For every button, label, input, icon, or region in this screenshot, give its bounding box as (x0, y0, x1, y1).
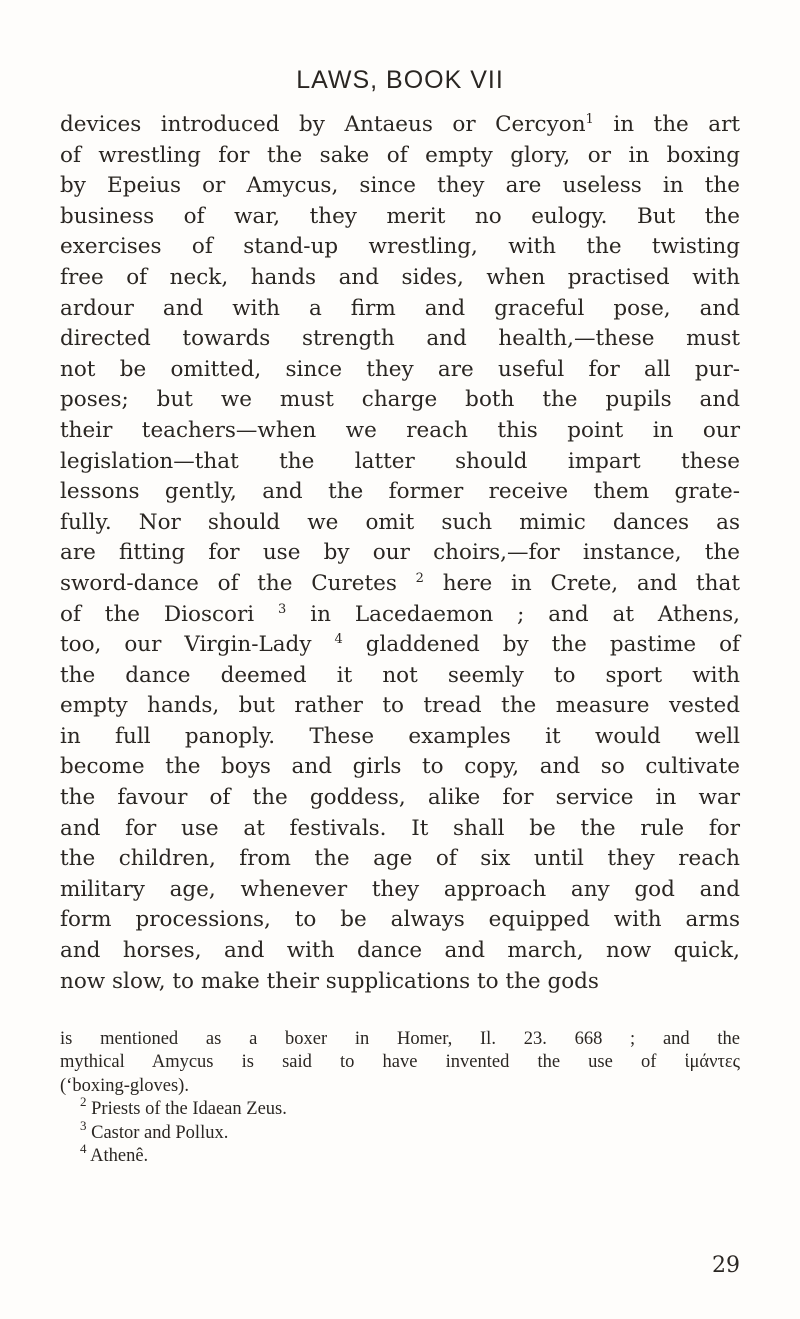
body-line: are fitting for use by our choirs,—for instance, the (60, 540, 740, 566)
footnote-mark: 3 (80, 1117, 87, 1133)
footnote-mark: 2 (80, 1094, 87, 1110)
footnote-ref: 2 (415, 570, 424, 586)
footnote: $^3$ Castor and Pollux. (80, 1117, 229, 1143)
footnote-continuation-line: is mentioned as a boxer in Homer, Il. 23. 668 ; and the (60, 1029, 740, 1049)
body-line: ardour and with a firm and graceful pose, and (60, 295, 740, 321)
body-line: become the boys and girls to copy, and so cultivate (60, 754, 740, 780)
footnote-ref: 4 (334, 632, 343, 648)
page-number: 29 (712, 1253, 740, 1278)
body-line: and for use at festivals. It shall be the rule for (60, 815, 740, 841)
footnote-continuation-line: mythical Amycus is said to have invented the use of ἱμάντες (60, 1052, 740, 1073)
body-line: of wrestling for the sake of empty glory, or in boxing (60, 142, 740, 168)
footnotes (60, 1028, 740, 1168)
body-line: lessons gently, and the former receive them grate- (60, 479, 740, 505)
footnote: $^2$ Priests of the Idaean Zeus. (80, 1094, 287, 1120)
body-line: by Epeius or Amycus, since they are useless in the (60, 173, 740, 199)
body-line: too, our Virgin-Lady $^4$ gladdened by the pastime of (60, 632, 740, 658)
body-line: free of neck, hands and sides, when practised with (60, 264, 740, 290)
footnote-ref: 1 (585, 112, 594, 127)
body-line: poses; but we must charge both the pupils and (60, 387, 740, 413)
body-line: of the Dioscori $^3$ in Lacedaemon ; and at Athens, (60, 601, 740, 627)
footnote-continuation-line: (‘boxing-gloves). (60, 1075, 189, 1096)
body-line: now slow, to make their supplications to the gods (60, 968, 599, 994)
body-line: their teachers—when we reach this point in our (60, 417, 740, 443)
body-line: business of war, they merit no eulogy. But the (60, 203, 740, 229)
body-line: the favour of the goddess, alike for service in war (60, 785, 740, 811)
footnote-mark: 4 (80, 1141, 87, 1157)
body-line: empty hands, but rather to tread the measure vested (60, 693, 740, 719)
body-line: form processions, to be always equipped with arms (60, 907, 740, 933)
body-line: directed towards strength and health,—these must (60, 326, 740, 352)
body-line: devices introduced by Antaeus or Cercyon$^1$ in the art (60, 112, 741, 137)
running-head: LAWS, BOOK VII (296, 66, 504, 94)
footnote-ref: 3 (278, 601, 287, 617)
body-line: legislation—that the latter should impart these (60, 448, 740, 474)
footnote: $^4$ Athenê. (80, 1141, 149, 1167)
body-line: in full panoply. These examples it would well (60, 723, 740, 749)
body-line: fully. Nor should we omit such mimic dances as (60, 509, 740, 535)
body-line: the children, from the age of six until they reach (60, 846, 740, 872)
body-line: sword-dance of the Curetes $^2$ here in Crete, and that (60, 570, 740, 596)
body-line: the dance deemed it not seemly to sport with (60, 662, 740, 688)
body-text (60, 110, 740, 997)
body-line: not be omitted, since they are useful for all pur- (60, 356, 740, 382)
body-line: exercises of stand-up wrestling, with the twisting (60, 234, 740, 260)
body-line: military age, whenever they approach any god and (60, 876, 740, 902)
body-line: and horses, and with dance and march, now quick, (60, 938, 740, 964)
